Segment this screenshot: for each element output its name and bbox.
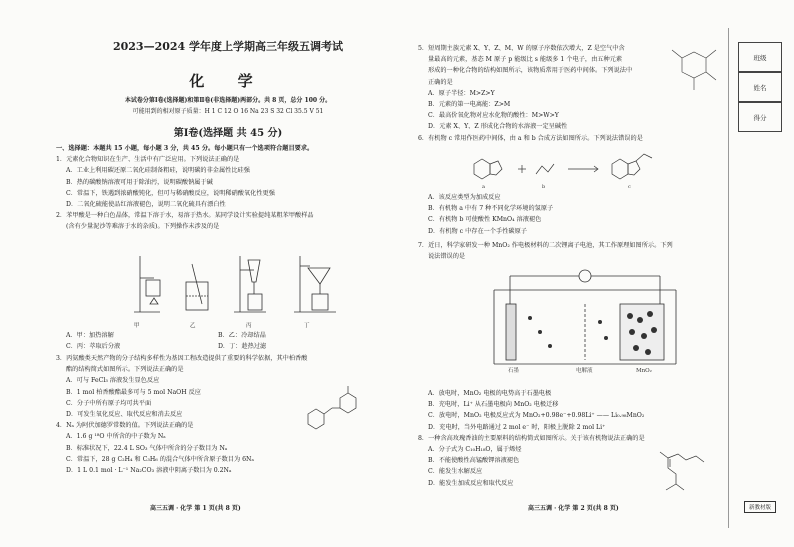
option-text: A．放电时，MnO₂ 电极的电势高于石墨电极 [428,390,552,397]
q2-options [56,330,400,352]
text-line: D．元素 X、Y、Z 形成化合物的水溶液一定呈碱性 [428,123,568,131]
option-text: C．有机物 b 可使酸性 KMnO₄ 溶液褪色 [428,216,542,224]
reactant-b-label: b [542,184,546,190]
option-row [56,341,400,352]
text-line: C．分子中所有原子均可共平面 [66,399,152,407]
score-label: 得分 [753,113,767,122]
text-line: 形成的一种化合物的结构如图所示，该物质常用于医药中间体。下列说法中 [428,67,633,75]
text-line: 一、选择题：本题共 15 小题，每小题 3 分，共 45 分。每小题只有一个选项符合题目要求。 [56,145,314,152]
apparatus-label: 丙 [246,323,252,329]
q6-reaction-scheme [468,150,678,190]
option-text: B．有机物 a 中有 7 种不同化学环境的氢原子 [428,205,554,213]
option-text: A．该反应类型为加成反应 [428,194,501,201]
text-line: 正确的是 [428,78,453,86]
apparatus-label: 甲 [134,323,140,329]
q3-molecule-structure [296,384,366,434]
lab-apparatus-diagram [120,254,350,322]
text-line: A．工业上利用碳还原二氧化硅制备粗硅，说明碳的非金属性比硅强 [66,167,250,175]
q8-molecule-structure [650,448,720,496]
right-text-block-2 [418,240,723,262]
option-text: A．甲：加热溶解 [66,332,114,339]
subject-title: 化 学 [189,72,267,90]
apparatus-label: 乙 [190,323,196,329]
text-line: C．常温下，铁遇到浓硝酸钝化，但可与稀硝酸反应，说明稀硝酸氧化性更强 [66,189,275,197]
text-line: A．原子半径：M>Z>Y [428,89,495,97]
option-text: C．放电时，MnO₂ 电极反应式为 MnO₂+0.98e⁻+0.98Li⁺ —— Li₀.₉₈MnO₂ [428,412,645,420]
electrode-left-label: 石墨 [508,368,520,374]
text-line: 量最高的元素，基态 M 原子 p 能级比 s 能级多 1 个电子，由五种元素 [428,56,623,64]
text-line: 4．Nₐ 为阿伏加德罗常数的值。下列说法正确的是 [56,422,194,430]
battery-diagram [490,268,680,378]
class-box[interactable] [738,42,782,72]
exam-title: 2023—2024 学年度上学期高三年级五调考试 [112,40,344,53]
text-line: 8．一种含高玫瑰香油的主要原料的结构简式如图所示。关于该有机物说法正确的是 [418,434,645,442]
text-line: C．常温下，28 g C₂H₄ 和 C₃H₆ 的混合气体中所含原子数目为 6Nₐ [66,455,254,463]
text-line: D．可发生氧化反应、取代反应和消去反应 [66,411,183,419]
text-line: 5．短周期主族元素 X、Y、Z、M、W 的原子序数依次增大，Z 是空气中含 [418,45,625,52]
option-text: A．分子式为 C₁₀H₁₈O，属于烯烃 [428,446,522,454]
text-line: C．最高价氧化物对应水化物的酸性：M>W>Y [428,112,559,120]
text-line: B．元素的第一电离能：Z>M [428,101,511,109]
edition-badge: 新教材版 [744,501,776,513]
footer-page-2: 高三五调 · 化学 第 2 页(共 8 页) [528,505,619,512]
note-line-2: 可能用到的相对原子质量：H 1 C 12 O 16 Na 23 S 32 Cl 35.5 V 51 [132,108,324,115]
reactant-a-label: a [482,184,485,190]
q5-compound-structure [660,40,724,100]
apparatus-label: 丁 [304,323,310,329]
option-text: D．有机物 c 中存在一个手性碳原子 [428,227,527,235]
option-text: D．丁：趁热过滤 [217,343,267,351]
q6-options [418,192,723,237]
name-label: 姓名 [753,83,767,92]
text-line: B．1 mol 柏香酸酯最多可与 5 mol NaOH 反应 [66,388,201,396]
text-line: 3．丙氨酸类天然产物的分子结构多样性为基因工程改造提供了重要的科学依据，其中柏香酸 [56,355,308,362]
text-line: A．可与 FeCl₃ 溶液发生显色反应 [66,377,160,385]
score-box[interactable] [738,102,782,132]
text-line: (含有少量泥沙等难溶于水的杂质)。下列操作未涉及的是 [66,223,220,231]
left-text-block-1 [56,143,400,233]
text-line: 6．有机物 c 常用作医药中间体，由 a 和 b 合成方法如图所示。下列说法错误的是 [418,134,643,142]
text-line: A．1.6 g ¹⁸O 中所含的中子数为 Nₐ [66,433,166,441]
footer-page-1: 高三五调 · 化学 第 1 页(共 8 页) [150,505,241,512]
note-line-1: 本试卷分第Ⅰ卷(选择题)和第Ⅱ卷(非选择题)两部分。共 8 页，总分 100 分。 [124,97,332,104]
class-label: 班级 [753,53,767,62]
electrolyte-label: 电解液 [576,368,593,374]
text-line: 2．苯甲酸是一种白色晶体，常温下溶于水，易溶于热水。某同学设计实验提纯某粗苯甲酸样品 [56,212,314,220]
text-line: D．1 L 0.1 mol · L⁻¹ Na₂CO₃ 溶液中阴离子数目为 0.2Nₐ [66,467,232,475]
text-line: B．标准状况下，22.4 L SO₃ 气体中所含的分子数目为 Nₐ [66,444,228,452]
text-line: D．二氧化硫能使品红溶液褪色，说明二氧化硫具有漂白性 [66,201,226,209]
section-title: 第Ⅰ卷(选择题 共 45 分) [173,128,283,139]
option-text: B．乙：冷却结晶 [217,332,266,339]
text-line: 说法错误的是 [428,253,466,261]
text-line: 酯的结构简式如图所示。下列说法正确的是 [66,366,184,374]
option-text: D．能发生加成反应和取代反应 [428,479,514,487]
margin-divider [728,28,729,528]
option-text: D．充电时，当外电路通过 2 mol e⁻ 时，阳极上脱除 2 mol Li⁺ [428,423,606,431]
text-line: 1．元素化合物知识在生产、生活中有广泛应用。下列说法正确的是 [56,156,240,164]
option-text: C．丙：萃取后分液 [66,343,121,351]
exam-note [56,95,400,117]
option-text: B．不能使酸性高锰酸钾溶液褪色 [428,457,520,465]
option-text: B．充电时，Li⁺ 从石墨电极向 MnO₂ 电极迁移 [428,401,559,409]
option-text: C．能发生水解反应 [428,468,483,476]
electrode-right-label: MnO₂ [636,368,652,374]
option-row [56,330,400,341]
text-line: 7．近日，科学家研发一种 MnO₂ 作电极材料的二次锂离子电池，其工作原理如图所示。下列 [418,242,673,249]
product-c-label: c [628,184,631,190]
name-box[interactable] [738,72,782,102]
text-line: B．热的碳酸钠溶液可用于除油污，说明碳酸钠属于碱 [66,178,213,186]
